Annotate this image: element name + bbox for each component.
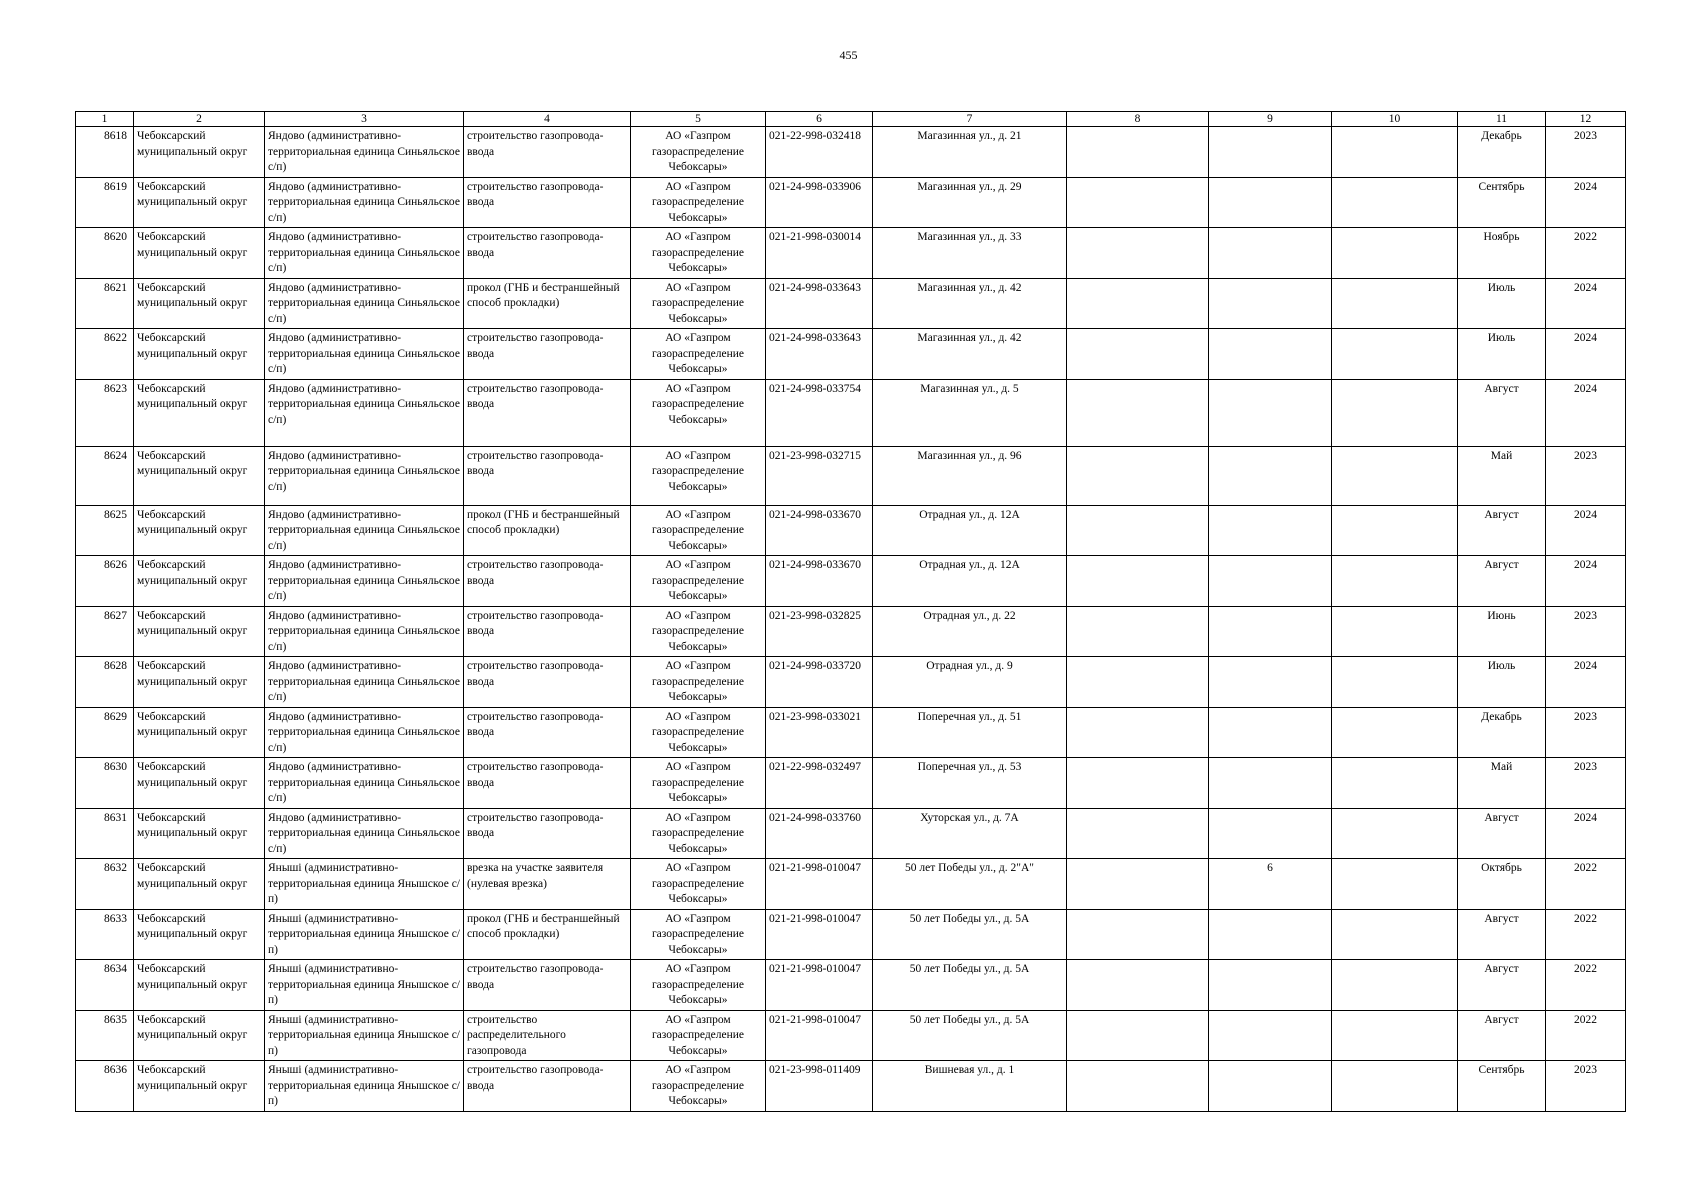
work-type-cell: строительство газопровода-ввода bbox=[464, 228, 631, 279]
column-8-cell bbox=[1067, 1010, 1209, 1061]
month-cell: Август bbox=[1458, 556, 1546, 607]
column-9-cell bbox=[1209, 379, 1332, 446]
column-8-cell bbox=[1067, 808, 1209, 859]
table-row bbox=[76, 657, 1626, 708]
organization-cell: АО «Газпром газораспределение Чебоксары» bbox=[631, 758, 766, 809]
work-type-cell: строительство газопровода-ввода bbox=[464, 657, 631, 708]
column-10-cell bbox=[1332, 505, 1458, 556]
table-row bbox=[76, 278, 1626, 329]
organization-cell: АО «Газпром газораспределение Чебоксары» bbox=[631, 505, 766, 556]
column-header: 2 bbox=[134, 112, 265, 127]
work-type-cell: строительство газопровода-ввода bbox=[464, 177, 631, 228]
column-header-row bbox=[76, 112, 1626, 127]
month-cell: Август bbox=[1458, 379, 1546, 446]
column-9-cell bbox=[1209, 606, 1332, 657]
application-code-cell: 021-23-998-032825 bbox=[766, 606, 873, 657]
address-cell: Магазинная ул., д. 21 bbox=[873, 127, 1067, 178]
table-row bbox=[76, 909, 1626, 960]
column-8-cell bbox=[1067, 657, 1209, 708]
year-cell: 2023 bbox=[1546, 707, 1626, 758]
year-cell: 2024 bbox=[1546, 379, 1626, 446]
district-cell: Чебоксарский муниципальный округ bbox=[134, 808, 265, 859]
row-number-cell: 8624 bbox=[76, 446, 134, 505]
application-code-cell: 021-23-998-011409 bbox=[766, 1061, 873, 1112]
application-code-cell: 021-21-998-010047 bbox=[766, 909, 873, 960]
row-number-cell: 8627 bbox=[76, 606, 134, 657]
organization-cell: АО «Газпром газораспределение Чебоксары» bbox=[631, 960, 766, 1011]
district-cell: Чебоксарский муниципальный округ bbox=[134, 1061, 265, 1112]
work-type-cell: прокол (ГНБ и бестраншейный способ прокладки) bbox=[464, 278, 631, 329]
settlement-cell: Янышi (административно-территориальная единица Янышское с/п) bbox=[265, 1010, 464, 1061]
application-code-cell: 021-21-998-010047 bbox=[766, 859, 873, 910]
district-cell: Чебоксарский муниципальный округ bbox=[134, 177, 265, 228]
settlement-cell: Янышi (административно-территориальная единица Янышское с/п) bbox=[265, 859, 464, 910]
address-cell: Отрадная ул., д. 12А bbox=[873, 505, 1067, 556]
address-cell: Поперечная ул., д. 51 bbox=[873, 707, 1067, 758]
organization-cell: АО «Газпром газораспределение Чебоксары» bbox=[631, 177, 766, 228]
column-9-cell bbox=[1209, 808, 1332, 859]
month-cell: Май bbox=[1458, 446, 1546, 505]
address-cell: 50 лет Победы ул., д. 5А bbox=[873, 960, 1067, 1011]
row-number-cell: 8620 bbox=[76, 228, 134, 279]
settlement-cell: Янышi (административно-территориальная единица Янышское с/п) bbox=[265, 909, 464, 960]
column-10-cell bbox=[1332, 808, 1458, 859]
application-code-cell: 021-23-998-033021 bbox=[766, 707, 873, 758]
year-cell: 2022 bbox=[1546, 228, 1626, 279]
table-row bbox=[76, 127, 1626, 178]
column-8-cell bbox=[1067, 329, 1209, 380]
application-code-cell: 021-21-998-030014 bbox=[766, 228, 873, 279]
month-cell: Август bbox=[1458, 960, 1546, 1011]
work-type-cell: строительство газопровода-ввода bbox=[464, 808, 631, 859]
work-type-cell: строительство газопровода-ввода bbox=[464, 1061, 631, 1112]
organization-cell: АО «Газпром газораспределение Чебоксары» bbox=[631, 446, 766, 505]
address-cell: Вишневая ул., д. 1 bbox=[873, 1061, 1067, 1112]
table-row bbox=[76, 808, 1626, 859]
column-8-cell bbox=[1067, 1061, 1209, 1112]
row-number-cell: 8628 bbox=[76, 657, 134, 708]
month-cell: Июль bbox=[1458, 329, 1546, 380]
year-cell: 2023 bbox=[1546, 127, 1626, 178]
month-cell: Август bbox=[1458, 1010, 1546, 1061]
column-9-cell bbox=[1209, 446, 1332, 505]
work-type-cell: строительство газопровода-ввода bbox=[464, 556, 631, 607]
year-cell: 2022 bbox=[1546, 960, 1626, 1011]
column-9-cell bbox=[1209, 278, 1332, 329]
column-header: 7 bbox=[873, 112, 1067, 127]
row-number-cell: 8636 bbox=[76, 1061, 134, 1112]
year-cell: 2023 bbox=[1546, 606, 1626, 657]
district-cell: Чебоксарский муниципальный округ bbox=[134, 1010, 265, 1061]
column-10-cell bbox=[1332, 1061, 1458, 1112]
organization-cell: АО «Газпром газораспределение Чебоксары» bbox=[631, 909, 766, 960]
month-cell: Декабрь bbox=[1458, 127, 1546, 178]
application-code-cell: 021-24-998-033760 bbox=[766, 808, 873, 859]
column-10-cell bbox=[1332, 446, 1458, 505]
district-cell: Чебоксарский муниципальный округ bbox=[134, 707, 265, 758]
address-cell: Поперечная ул., д. 53 bbox=[873, 758, 1067, 809]
column-10-cell bbox=[1332, 177, 1458, 228]
column-8-cell bbox=[1067, 278, 1209, 329]
address-cell: Магазинная ул., д. 96 bbox=[873, 446, 1067, 505]
column-header: 9 bbox=[1209, 112, 1332, 127]
month-cell: Май bbox=[1458, 758, 1546, 809]
organization-cell: АО «Газпром газораспределение Чебоксары» bbox=[631, 556, 766, 607]
month-cell: Август bbox=[1458, 909, 1546, 960]
column-header: 5 bbox=[631, 112, 766, 127]
work-type-cell: строительство газопровода-ввода bbox=[464, 127, 631, 178]
settlement-cell: Яндово (административно-территориальная единица Синьяльское с/п) bbox=[265, 606, 464, 657]
column-9-cell bbox=[1209, 556, 1332, 607]
column-10-cell bbox=[1332, 758, 1458, 809]
column-10-cell bbox=[1332, 556, 1458, 607]
column-10-cell bbox=[1332, 909, 1458, 960]
column-header: 11 bbox=[1458, 112, 1546, 127]
district-cell: Чебоксарский муниципальный округ bbox=[134, 278, 265, 329]
table-row bbox=[76, 379, 1626, 446]
column-10-cell bbox=[1332, 278, 1458, 329]
column-8-cell bbox=[1067, 379, 1209, 446]
work-type-cell: строительство газопровода-ввода bbox=[464, 606, 631, 657]
table-row bbox=[76, 1010, 1626, 1061]
work-type-cell: строительство распределительного газопровода bbox=[464, 1010, 631, 1061]
year-cell: 2023 bbox=[1546, 446, 1626, 505]
organization-cell: АО «Газпром газораспределение Чебоксары» bbox=[631, 707, 766, 758]
column-9-cell bbox=[1209, 1061, 1332, 1112]
column-header: 3 bbox=[265, 112, 464, 127]
column-9-cell bbox=[1209, 228, 1332, 279]
year-cell: 2023 bbox=[1546, 1061, 1626, 1112]
row-number-cell: 8629 bbox=[76, 707, 134, 758]
organization-cell: АО «Газпром газораспределение Чебоксары» bbox=[631, 1061, 766, 1112]
column-9-cell: 6 bbox=[1209, 859, 1332, 910]
application-code-cell: 021-24-998-033643 bbox=[766, 278, 873, 329]
settlement-cell: Яндово (административно-территориальная единица Синьяльское с/п) bbox=[265, 379, 464, 446]
row-number-cell: 8625 bbox=[76, 505, 134, 556]
settlement-cell: Янышi (административно-территориальная единица Янышское с/п) bbox=[265, 960, 464, 1011]
year-cell: 2024 bbox=[1546, 657, 1626, 708]
application-code-cell: 021-23-998-032715 bbox=[766, 446, 873, 505]
column-header: 10 bbox=[1332, 112, 1458, 127]
row-number-cell: 8621 bbox=[76, 278, 134, 329]
month-cell: Сентябрь bbox=[1458, 1061, 1546, 1112]
district-cell: Чебоксарский муниципальный округ bbox=[134, 657, 265, 708]
row-number-cell: 8622 bbox=[76, 329, 134, 380]
column-9-cell bbox=[1209, 177, 1332, 228]
district-cell: Чебоксарский муниципальный округ bbox=[134, 909, 265, 960]
column-8-cell bbox=[1067, 556, 1209, 607]
work-type-cell: строительство газопровода-ввода bbox=[464, 446, 631, 505]
organization-cell: АО «Газпром газораспределение Чебоксары» bbox=[631, 606, 766, 657]
column-8-cell bbox=[1067, 606, 1209, 657]
table-row bbox=[76, 859, 1626, 910]
year-cell: 2024 bbox=[1546, 556, 1626, 607]
table-row bbox=[76, 228, 1626, 279]
application-code-cell: 021-21-998-010047 bbox=[766, 1010, 873, 1061]
application-code-cell: 021-24-998-033643 bbox=[766, 329, 873, 380]
column-8-cell bbox=[1067, 758, 1209, 809]
month-cell: Сентябрь bbox=[1458, 177, 1546, 228]
column-9-cell bbox=[1209, 758, 1332, 809]
column-8-cell bbox=[1067, 909, 1209, 960]
row-number-cell: 8633 bbox=[76, 909, 134, 960]
district-cell: Чебоксарский муниципальный округ bbox=[134, 446, 265, 505]
year-cell: 2024 bbox=[1546, 177, 1626, 228]
settlement-cell: Яндово (административно-территориальная единица Синьяльское с/п) bbox=[265, 657, 464, 708]
district-cell: Чебоксарский муниципальный округ bbox=[134, 505, 265, 556]
application-code-cell: 021-22-998-032497 bbox=[766, 758, 873, 809]
district-cell: Чебоксарский муниципальный округ bbox=[134, 228, 265, 279]
month-cell: Август bbox=[1458, 808, 1546, 859]
district-cell: Чебоксарский муниципальный округ bbox=[134, 127, 265, 178]
work-type-cell: строительство газопровода-ввода bbox=[464, 758, 631, 809]
address-cell: Магазинная ул., д. 5 bbox=[873, 379, 1067, 446]
column-10-cell bbox=[1332, 329, 1458, 380]
column-9-cell bbox=[1209, 960, 1332, 1011]
organization-cell: АО «Газпром газораспределение Чебоксары» bbox=[631, 379, 766, 446]
application-code-cell: 021-21-998-010047 bbox=[766, 960, 873, 1011]
month-cell: Июль bbox=[1458, 278, 1546, 329]
column-10-cell bbox=[1332, 960, 1458, 1011]
month-cell: Октябрь bbox=[1458, 859, 1546, 910]
column-9-cell bbox=[1209, 657, 1332, 708]
address-cell: Отрадная ул., д. 9 bbox=[873, 657, 1067, 708]
table-row bbox=[76, 606, 1626, 657]
settlement-cell: Янышi (административно-территориальная единица Янышское с/п) bbox=[265, 1061, 464, 1112]
settlement-cell: Яндово (административно-территориальная единица Синьяльское с/п) bbox=[265, 278, 464, 329]
year-cell: 2024 bbox=[1546, 329, 1626, 380]
settlement-cell: Яндово (административно-территориальная единица Синьяльское с/п) bbox=[265, 329, 464, 380]
column-10-cell bbox=[1332, 707, 1458, 758]
month-cell: Август bbox=[1458, 505, 1546, 556]
table-row bbox=[76, 707, 1626, 758]
settlement-cell: Яндово (административно-территориальная единица Синьяльское с/п) bbox=[265, 177, 464, 228]
column-10-cell bbox=[1332, 228, 1458, 279]
organization-cell: АО «Газпром газораспределение Чебоксары» bbox=[631, 228, 766, 279]
application-code-cell: 021-22-998-032418 bbox=[766, 127, 873, 178]
year-cell: 2024 bbox=[1546, 278, 1626, 329]
column-9-cell bbox=[1209, 909, 1332, 960]
column-9-cell bbox=[1209, 1010, 1332, 1061]
application-code-cell: 021-24-998-033754 bbox=[766, 379, 873, 446]
work-type-cell: строительство газопровода-ввода bbox=[464, 329, 631, 380]
organization-cell: АО «Газпром газораспределение Чебоксары» bbox=[631, 808, 766, 859]
row-number-cell: 8634 bbox=[76, 960, 134, 1011]
district-cell: Чебоксарский муниципальный округ bbox=[134, 859, 265, 910]
column-10-cell bbox=[1332, 127, 1458, 178]
row-number-cell: 8635 bbox=[76, 1010, 134, 1061]
work-type-cell: строительство газопровода-ввода bbox=[464, 960, 631, 1011]
table-row bbox=[76, 329, 1626, 380]
district-cell: Чебоксарский муниципальный округ bbox=[134, 556, 265, 607]
application-code-cell: 021-24-998-033670 bbox=[766, 556, 873, 607]
address-cell: Магазинная ул., д. 33 bbox=[873, 228, 1067, 279]
table-row bbox=[76, 1061, 1626, 1112]
row-number-cell: 8632 bbox=[76, 859, 134, 910]
address-cell: 50 лет Победы ул., д. 2"А" bbox=[873, 859, 1067, 910]
column-8-cell bbox=[1067, 228, 1209, 279]
address-cell: 50 лет Победы ул., д. 5А bbox=[873, 1010, 1067, 1061]
column-8-cell bbox=[1067, 960, 1209, 1011]
settlement-cell: Яндово (административно-территориальная единица Синьяльское с/п) bbox=[265, 808, 464, 859]
district-cell: Чебоксарский муниципальный округ bbox=[134, 758, 265, 809]
month-cell: Декабрь bbox=[1458, 707, 1546, 758]
address-cell: Отрадная ул., д. 12А bbox=[873, 556, 1067, 607]
column-8-cell bbox=[1067, 177, 1209, 228]
work-type-cell: строительство газопровода-ввода bbox=[464, 707, 631, 758]
column-9-cell bbox=[1209, 127, 1332, 178]
row-number-cell: 8631 bbox=[76, 808, 134, 859]
district-cell: Чебоксарский муниципальный округ bbox=[134, 606, 265, 657]
column-header: 4 bbox=[464, 112, 631, 127]
column-8-cell bbox=[1067, 707, 1209, 758]
column-9-cell bbox=[1209, 505, 1332, 556]
address-cell: Магазинная ул., д. 42 bbox=[873, 278, 1067, 329]
district-cell: Чебоксарский муниципальный округ bbox=[134, 379, 265, 446]
table-row bbox=[76, 556, 1626, 607]
work-type-cell: строительство газопровода-ввода bbox=[464, 379, 631, 446]
settlement-cell: Яндово (административно-территориальная единица Синьяльское с/п) bbox=[265, 446, 464, 505]
column-header: 8 bbox=[1067, 112, 1209, 127]
row-number-cell: 8618 bbox=[76, 127, 134, 178]
column-9-cell bbox=[1209, 329, 1332, 380]
district-cell: Чебоксарский муниципальный округ bbox=[134, 329, 265, 380]
month-cell: Ноябрь bbox=[1458, 228, 1546, 279]
year-cell: 2022 bbox=[1546, 859, 1626, 910]
year-cell: 2024 bbox=[1546, 808, 1626, 859]
year-cell: 2023 bbox=[1546, 758, 1626, 809]
organization-cell: АО «Газпром газораспределение Чебоксары» bbox=[631, 127, 766, 178]
column-10-cell bbox=[1332, 606, 1458, 657]
table-row bbox=[76, 177, 1626, 228]
application-code-cell: 021-24-998-033906 bbox=[766, 177, 873, 228]
column-header: 12 bbox=[1546, 112, 1626, 127]
column-8-cell bbox=[1067, 859, 1209, 910]
column-8-cell bbox=[1067, 446, 1209, 505]
work-type-cell: врезка на участке заявителя (нулевая врезка) bbox=[464, 859, 631, 910]
application-code-cell: 021-24-998-033670 bbox=[766, 505, 873, 556]
settlement-cell: Яндово (административно-территориальная единица Синьяльское с/п) bbox=[265, 505, 464, 556]
page-number: 455 bbox=[839, 48, 858, 62]
column-9-cell bbox=[1209, 707, 1332, 758]
work-type-cell: прокол (ГНБ и бестраншейный способ прокладки) bbox=[464, 505, 631, 556]
year-cell: 2022 bbox=[1546, 1010, 1626, 1061]
organization-cell: АО «Газпром газораспределение Чебоксары» bbox=[631, 859, 766, 910]
column-header: 6 bbox=[766, 112, 873, 127]
organization-cell: АО «Газпром газораспределение Чебоксары» bbox=[631, 657, 766, 708]
table-row bbox=[76, 758, 1626, 809]
address-cell: Отрадная ул., д. 22 bbox=[873, 606, 1067, 657]
column-8-cell bbox=[1067, 127, 1209, 178]
organization-cell: АО «Газпром газораспределение Чебоксары» bbox=[631, 1010, 766, 1061]
organization-cell: АО «Газпром газораспределение Чебоксары» bbox=[631, 278, 766, 329]
settlement-cell: Яндово (административно-территориальная единица Синьяльское с/п) bbox=[265, 556, 464, 607]
address-cell: Магазинная ул., д. 29 bbox=[873, 177, 1067, 228]
settlement-cell: Яндово (административно-территориальная единица Синьяльское с/п) bbox=[265, 707, 464, 758]
row-number-cell: 8630 bbox=[76, 758, 134, 809]
column-10-cell bbox=[1332, 859, 1458, 910]
row-number-cell: 8623 bbox=[76, 379, 134, 446]
application-code-cell: 021-24-998-033720 bbox=[766, 657, 873, 708]
column-10-cell bbox=[1332, 657, 1458, 708]
settlement-cell: Яндово (административно-территориальная единица Синьяльское с/п) bbox=[265, 127, 464, 178]
month-cell: Июль bbox=[1458, 657, 1546, 708]
table-row bbox=[76, 960, 1626, 1011]
row-number-cell: 8619 bbox=[76, 177, 134, 228]
address-cell: Хуторская ул., д. 7А bbox=[873, 808, 1067, 859]
settlement-cell: Яндово (административно-территориальная единица Синьяльское с/п) bbox=[265, 228, 464, 279]
district-cell: Чебоксарский муниципальный округ bbox=[134, 960, 265, 1011]
organization-cell: АО «Газпром газораспределение Чебоксары» bbox=[631, 329, 766, 380]
address-cell: Магазинная ул., д. 42 bbox=[873, 329, 1067, 380]
column-8-cell bbox=[1067, 505, 1209, 556]
table-row bbox=[76, 505, 1626, 556]
column-10-cell bbox=[1332, 1010, 1458, 1061]
column-10-cell bbox=[1332, 379, 1458, 446]
address-cell: 50 лет Победы ул., д. 5А bbox=[873, 909, 1067, 960]
settlement-cell: Яндово (административно-территориальная единица Синьяльское с/п) bbox=[265, 758, 464, 809]
work-type-cell: прокол (ГНБ и бестраншейный способ прокладки) bbox=[464, 909, 631, 960]
table-row bbox=[76, 446, 1626, 505]
column-header: 1 bbox=[76, 112, 134, 127]
row-number-cell: 8626 bbox=[76, 556, 134, 607]
month-cell: Июнь bbox=[1458, 606, 1546, 657]
year-cell: 2024 bbox=[1546, 505, 1626, 556]
register-table bbox=[75, 111, 1626, 1112]
year-cell: 2022 bbox=[1546, 909, 1626, 960]
